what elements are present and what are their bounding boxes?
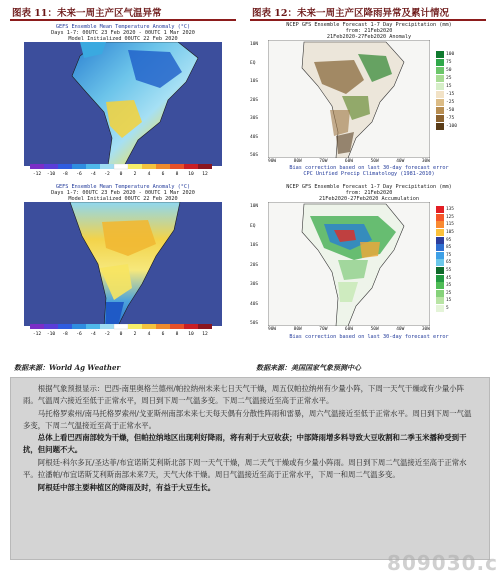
lat-label: 10S — [250, 79, 259, 84]
precipitation-accumulation-map — [248, 184, 490, 354]
legend-tick-label: 10 — [188, 172, 194, 176]
map-footer-line-1: Bias correction based on last 30-day forecast error — [289, 334, 449, 340]
legend-value: 25 — [446, 75, 452, 81]
lon-label: 30W — [421, 159, 430, 164]
legend-tick-label: 2 — [133, 332, 137, 336]
commentary-paragraph-bold: 总体上看巴西南部较为干燥，但帕拉纳地区出现利好降雨，将有利于大豆收获；中部降雨增多料导致大豆收割和二季玉米播种受到干扰，但问题不大。 — [23, 433, 467, 455]
lat-label: 40S — [250, 134, 259, 140]
anomaly-legend — [436, 50, 457, 130]
legend-tick-label: -10 — [46, 172, 56, 176]
legend-tick-label: -2 — [104, 172, 110, 176]
lon-label: 90W — [268, 327, 277, 332]
map-title-line-3: Model Initialized 00UTC 22 Feb 2020 — [68, 196, 178, 202]
legend-tick-label: -2 — [104, 332, 110, 336]
legend-tick-label: 12 — [202, 332, 208, 336]
lon-label: 60W — [344, 327, 354, 332]
legend-value: 100 — [446, 51, 455, 57]
map-title-line-2: from: 21Feb2020 — [345, 190, 393, 196]
legend-tick-label: -4 — [90, 172, 96, 176]
legend-tick-label: 4 — [147, 332, 151, 336]
map-title-line-2: Days 1-7: 00UTC 23 Feb 2020 - 00UTC 1 Mar 2020 — [51, 190, 195, 196]
legend-value: 15 — [446, 83, 452, 89]
legend-value: -75 — [446, 115, 455, 121]
legend-tick-label: -6 — [76, 172, 82, 176]
legend-tick-label: 12 — [202, 172, 208, 176]
legend-value: 125 — [446, 214, 454, 220]
legend-value: 105 — [446, 230, 454, 236]
source-note-left: 数据来源：World Ag Weather — [14, 363, 121, 372]
legend-value: 75 — [446, 59, 452, 65]
legend-value: 55 — [446, 268, 452, 274]
legend-value: 85 — [446, 245, 452, 251]
legend-value: 75 — [446, 252, 452, 258]
legend-tick-label: -8 — [62, 172, 68, 176]
legend-value: -25 — [446, 99, 455, 105]
legend-tick-label: 6 — [161, 172, 165, 176]
legend-value: 45 — [446, 275, 452, 281]
legend-value: 95 — [446, 237, 452, 243]
lat-label: 50S — [250, 153, 259, 158]
legend-value: -50 — [446, 107, 455, 113]
temperature-anomaly-map-image — [10, 42, 236, 166]
map-title-line-3: 21Feb2020-27Feb2020 Anomaly — [326, 34, 412, 40]
map-title-line-1: NCEP GFS Ensemble Forecast 1-7 Day Precipitation (mm) — [286, 22, 452, 28]
lon-label: 70W — [319, 327, 328, 332]
latitude-labels — [250, 42, 258, 158]
lon-label: 30W — [421, 327, 430, 332]
precipitation-anomaly-map-image — [268, 40, 430, 158]
map-title-line-2: from: 21Feb2020 — [345, 28, 393, 34]
map-title-line-3: 21Feb2020-27Feb2020 Accumulation — [319, 196, 419, 202]
map-title-line-1: GEFS Ensemble Mean Temperature Anomaly (°C) — [55, 184, 191, 190]
commentary-paragraph: 根据气象预报显示：巴西-南里奥格兰德州/帕拉纳州未来七日天气干燥，周五仅帕拉纳州有少量小阵，下周一天气干燥或有少量小阵雨。气温周六接近至低于正常水平，周日到下周一气温多变。下周二气温接近至高于正常水平。 — [23, 384, 465, 406]
legend-value: 5 — [446, 306, 449, 312]
legend-tick-label: 8 — [175, 172, 179, 176]
map-title-line-1: NCEP GFS Ensemble Forecast 1-7 Day Precipitation (mm) — [286, 184, 452, 190]
legend-tick-label: 8 — [175, 332, 179, 336]
map-title-line-2: Days 1-7: 00UTC 23 Feb 2020 - 00UTC 1 Mar 2020 — [51, 30, 195, 36]
legend-tick-label: 2 — [133, 172, 137, 176]
legend-tick-label: -6 — [76, 332, 82, 336]
lon-label: 80W — [293, 327, 302, 332]
lat-label: 20S — [250, 97, 259, 103]
source-note-right: 数据来源：美国国家气象预测中心 — [256, 363, 361, 372]
lat-label: 30S — [250, 116, 259, 121]
precipitation-anomaly-map — [248, 22, 490, 184]
legend-tick-label: 0 — [119, 332, 123, 336]
legend-tick-label: -10 — [46, 332, 56, 336]
map-footer-line-2: CPC Unified Precip Climatology (1981-2010) — [303, 171, 435, 177]
lon-label: 70W — [319, 159, 328, 164]
figure-11-title: 图表 11：未来一周主产区气温异常 — [10, 5, 236, 21]
legend-tick-label: -12 — [32, 332, 42, 336]
legend-tick-label: 10 — [188, 332, 194, 336]
legend-tick-label: -12 — [32, 172, 42, 176]
legend-tick-label: 4 — [147, 172, 151, 176]
lon-label: 50W — [370, 159, 379, 164]
figure-12-title: 图表 12：未来一周主产区降雨异常及累计情况 — [250, 5, 486, 21]
legend-tick-label: -4 — [90, 332, 96, 336]
accumulation-legend — [436, 206, 454, 312]
temperature-anomaly-map-top — [10, 24, 236, 184]
lat-label: EQ — [250, 223, 256, 229]
legend-value: 25 — [446, 290, 452, 296]
lon-label: 40W — [396, 327, 405, 332]
temperature-anomaly-map-bottom — [10, 184, 236, 344]
lon-label: 60W — [344, 159, 354, 164]
lat-label: EQ — [250, 60, 256, 66]
legend-value: -100 — [446, 123, 458, 129]
lat-label: 10S — [250, 243, 259, 248]
legend-value: 35 — [446, 283, 452, 289]
lon-label: 40W — [396, 159, 405, 164]
legend-value: -15 — [446, 91, 455, 97]
legend-value: 15 — [446, 298, 452, 304]
commentary-box — [10, 377, 490, 560]
temperature-legend-bar — [30, 164, 216, 176]
legend-value: 50 — [446, 67, 452, 73]
legend-tick-label: 0 — [119, 172, 123, 176]
commentary-paragraph-bold: 阿根廷中部主要种植区的降雨及时，有益于大豆生长。 — [37, 482, 216, 492]
lat-label: 10N — [250, 204, 259, 209]
legend-value: 115 — [446, 222, 454, 228]
map-title-line-1: GEFS Ensemble Mean Temperature Anomaly (°C) — [55, 24, 191, 30]
map-footer-line-1: Bias correction based on last 30-day forecast error — [289, 165, 449, 171]
longitude-labels — [268, 159, 430, 164]
lat-label: 30S — [250, 282, 259, 287]
precipitation-accumulation-map-image — [268, 202, 430, 326]
legend-value: 135 — [446, 207, 454, 213]
lon-label: 80W — [293, 159, 302, 164]
map-title-line-3: Model Initialized 00UTC 22 Feb 2020 — [68, 36, 178, 42]
lon-label: 50W — [370, 327, 379, 332]
watermark: 809030.c — [387, 551, 498, 575]
commentary-paragraph: 马托格罗索州/南马托格罗索州/戈亚斯州南部未来七天每天偶有分散性阵雨和雷暴，周六气温接近至低于正常水平。周日到下周一气温多变，下周二气温接近至高于正常水平。 — [23, 408, 472, 430]
legend-value: 65 — [446, 260, 452, 266]
lon-label: 90W — [268, 159, 277, 164]
commentary-paragraph: 阿根廷-科尔多瓦/圣达菲/布宜诺斯艾利斯北部下周一天气干燥，周二天气干燥或有少量小阵雨。周日到下周二气温接近至高于正常水平。拉潘帕/布宜诺斯艾利斯南部未来7天，天气大体干燥。周日气温接近至高于正常水平，下周一和周二气温多变。 — [23, 458, 467, 480]
lat-label: 40S — [250, 301, 259, 307]
latitude-labels — [250, 204, 258, 326]
temperature-legend-bar — [30, 324, 216, 336]
lat-label: 50S — [250, 321, 259, 326]
lat-label: 10N — [250, 42, 259, 47]
lat-label: 20S — [250, 262, 259, 268]
legend-tick-label: -8 — [62, 332, 68, 336]
temperature-anomaly-map-image — [10, 202, 236, 326]
longitude-labels — [268, 327, 430, 332]
legend-tick-label: 6 — [161, 332, 165, 336]
